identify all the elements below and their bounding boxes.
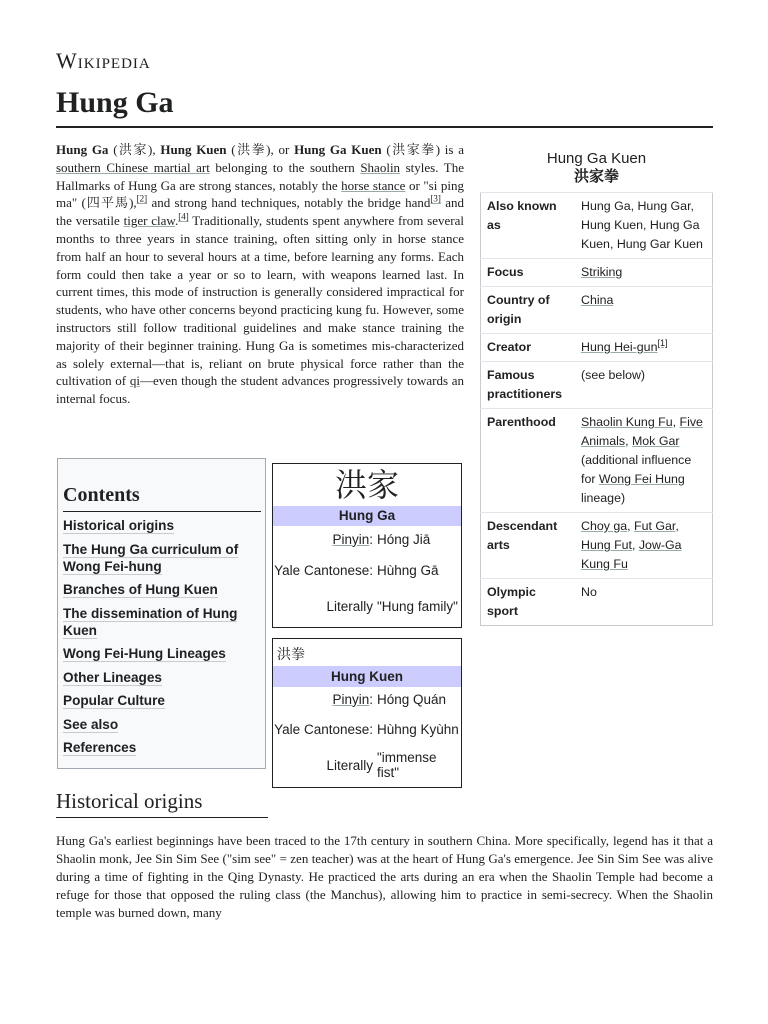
infobox-value: (see below)	[575, 362, 713, 409]
infobox-value: lineage)	[581, 491, 626, 505]
infobox-row	[481, 193, 713, 259]
link-southern-chinese-martial-art[interactable]: southern Chinese martial art	[56, 159, 210, 175]
link-shaolin-kung-fu[interactable]: Shaolin Kung Fu	[581, 415, 673, 429]
link-china[interactable]: China	[581, 293, 614, 307]
chinese-name-box-hung-ga	[272, 463, 462, 628]
chinese-box-header: Hung Kuen	[273, 666, 461, 687]
yale-value: Hùhng Gā	[377, 562, 439, 578]
section-paragraph: Hung Ga's earliest beginnings have been traced to the 17th century in southern China. More specifically, legend has it that a Shaolin monk, Jee Sin Sim See ("sim see" = zen teacher) was at the heart of Hung Ga's emergence. Jee Sin Sim See was alive during a time of fighting in the Qing Dynasty. He practiced the arts during an era when the Shaolin Temple had become a refuge for those that opposed the ruling class (the Manchus), allowing him to practice in semi-secrecy. When the Shaolin temple was burned down, many	[56, 833, 713, 920]
infobox-row	[481, 334, 713, 362]
link-qi[interactable]: qi	[129, 373, 140, 389]
term-hung-ga: Hung Ga	[56, 142, 109, 157]
infobox	[480, 150, 713, 626]
intro-paragraph	[56, 141, 464, 408]
yale-label: Yale Cantonese:	[274, 562, 373, 578]
toc-item[interactable]: The dissemination of Hung Kuen	[63, 605, 238, 638]
toc-item[interactable]: References	[63, 740, 137, 755]
intro-text: .	[174, 213, 179, 229]
yale-label: Yale Cantonese:	[274, 721, 373, 737]
link-pinyin[interactable]: Pinyin	[332, 691, 370, 707]
infobox-row	[481, 259, 713, 287]
table-of-contents	[57, 458, 266, 769]
infobox-table	[480, 192, 713, 626]
infobox-subtitle: 洪家拳	[573, 168, 619, 185]
term-hung-kuen: Hung Kuen	[160, 142, 227, 157]
infobox-key: Focus	[481, 259, 576, 287]
toc-item[interactable]: See also	[63, 716, 119, 732]
yale-row	[273, 711, 461, 747]
title-divider	[56, 126, 713, 128]
toc-item[interactable]: Other Lineages	[63, 669, 162, 685]
link-tiger-claw[interactable]: tiger claw	[123, 213, 175, 229]
term-hung-ga-kuen: Hung Ga Kuen	[294, 142, 382, 157]
link-wong-fei-hung[interactable]: Wong Fei Hung	[598, 472, 685, 486]
intro-text: Traditionally, students spent anywhere from several months to three years in stance training, often sitting only in horse stance from half an hour to several hours at a time, before learning any forms. Each form could then take a year or so to learn, with weapons learned last. In current times, this mode of instruction is generally considered impractical for students, who have other concerns beyond practicing kung fu. However, some instructors still follow traditional guidelines and make stance training the majority of their beginner training. Hung Ga is sometimes mis-characterized as solely external—that is, reliant on brute physical force rather than the cultivation of	[56, 213, 464, 389]
infobox-key: Famous practitioners	[481, 362, 576, 409]
literal-value: "immense fist"	[377, 750, 437, 780]
infobox-key: Country of origin	[481, 287, 576, 334]
infobox-key: Olympic sport	[481, 579, 576, 626]
infobox-title	[480, 150, 713, 192]
page-title: Hung Ga	[56, 86, 174, 119]
toc-item[interactable]: The Hung Ga curriculum of Wong Fei-hung	[63, 541, 239, 574]
toc-item[interactable]: Branches of Hung Kuen	[63, 582, 218, 597]
chinese-box-header: Hung Ga	[273, 506, 461, 526]
intro-text: (洪家拳) is a	[381, 142, 464, 157]
toc-item[interactable]: Popular Culture	[63, 693, 165, 708]
link-hung-fut[interactable]: Hung Fut	[581, 538, 632, 552]
intro-text: or "si ping ma" (四平馬),	[56, 177, 465, 211]
infobox-row	[481, 579, 713, 626]
literal-row	[273, 747, 461, 783]
literal-label: Literally	[326, 598, 373, 614]
infobox-value: (additional influence for	[581, 453, 692, 486]
chinese-characters: 洪拳	[277, 646, 305, 662]
infobox-row	[481, 287, 713, 334]
infobox-value: Hung Ga, Hung Gar, Hung Kuen, Hung Ga Kuen, Hung Gar Kuen	[575, 193, 713, 259]
yale-row	[273, 552, 461, 588]
link-mok-gar[interactable]: Mok Gar	[631, 434, 680, 448]
link-five-animals[interactable]: Five Animals	[581, 415, 703, 448]
intro-text: (洪家),	[108, 142, 161, 157]
wikipedia-logo[interactable]: Wikipedia	[56, 48, 151, 73]
link-hung-hei-gun[interactable]: Hung Hei-gun	[581, 340, 658, 354]
infobox-key: Parenthood	[481, 409, 576, 513]
intro-text: and the versatile	[56, 195, 464, 229]
literal-row	[273, 588, 461, 624]
literal-value: "Hung family"	[377, 598, 458, 614]
intro-text: and strong hand techniques, notably the bridge hand	[147, 195, 431, 211]
infobox-value: No	[575, 579, 713, 626]
pinyin-row: Pinyin: Hóng Jiā	[273, 526, 461, 552]
ref-2[interactable]: [2]	[136, 194, 148, 205]
link-striking[interactable]: Striking	[581, 265, 623, 279]
ref-1[interactable]: [1]	[657, 337, 668, 348]
intro-text: belonging to the southern	[209, 159, 361, 175]
toc-divider	[63, 511, 261, 512]
toc-item[interactable]: Wong Fei-Hung Lineages	[63, 646, 226, 661]
toc-item[interactable]: Historical origins	[63, 518, 175, 533]
infobox-title-text: Hung Ga Kuen	[546, 150, 647, 167]
infobox-row	[481, 362, 713, 409]
pinyin-value: Hóng Quán	[377, 691, 447, 707]
intro-text: —even though the student advances progressively towards an internal focus.	[56, 373, 464, 407]
intro-text: styles. The Hallmarks of Hung Ga are strong stances, notably the	[56, 159, 464, 193]
yale-value: Hùhng Kyùhn	[377, 721, 459, 737]
section-heading-historical-origins: Historical origins	[56, 789, 203, 813]
link-fut-gar[interactable]: Fut Gar	[634, 519, 676, 533]
infobox-key: Creator	[481, 334, 576, 362]
infobox-key: Also known as	[481, 193, 576, 259]
toc-heading: Contents	[63, 484, 140, 506]
chinese-name-box-hung-kuen	[272, 638, 462, 788]
link-choy-ga[interactable]: Choy ga	[581, 519, 628, 533]
toc-list	[63, 517, 263, 763]
chinese-characters: 洪家	[334, 467, 399, 503]
link-pinyin[interactable]: Pinyin	[332, 531, 370, 547]
ref-3[interactable]: [3]	[430, 194, 441, 205]
infobox-row: Parenthood Shaolin Kung Fu, Five Animals, Mok Gar (additional influence for Wong Fei Hung lineage)	[481, 409, 713, 513]
link-horse-stance[interactable]: horse stance	[341, 177, 406, 193]
section-divider	[56, 817, 268, 818]
ref-4[interactable]: [4]	[178, 211, 189, 222]
intro-text: (洪拳), or	[226, 142, 295, 157]
link-jow-ga[interactable]: Jow-Ga Kung Fu	[581, 538, 682, 571]
literal-label: Literally	[326, 757, 373, 773]
infobox-row: Descendant arts Choy ga, Fut Gar, Hung Fut, Jow-Ga Kung Fu	[481, 513, 713, 579]
infobox-key: Descendant arts	[481, 513, 576, 579]
link-shaolin[interactable]: Shaolin	[360, 159, 401, 175]
pinyin-row: Pinyin: Hóng Quán	[273, 687, 461, 711]
pinyin-value: Hóng Jiā	[377, 531, 431, 547]
